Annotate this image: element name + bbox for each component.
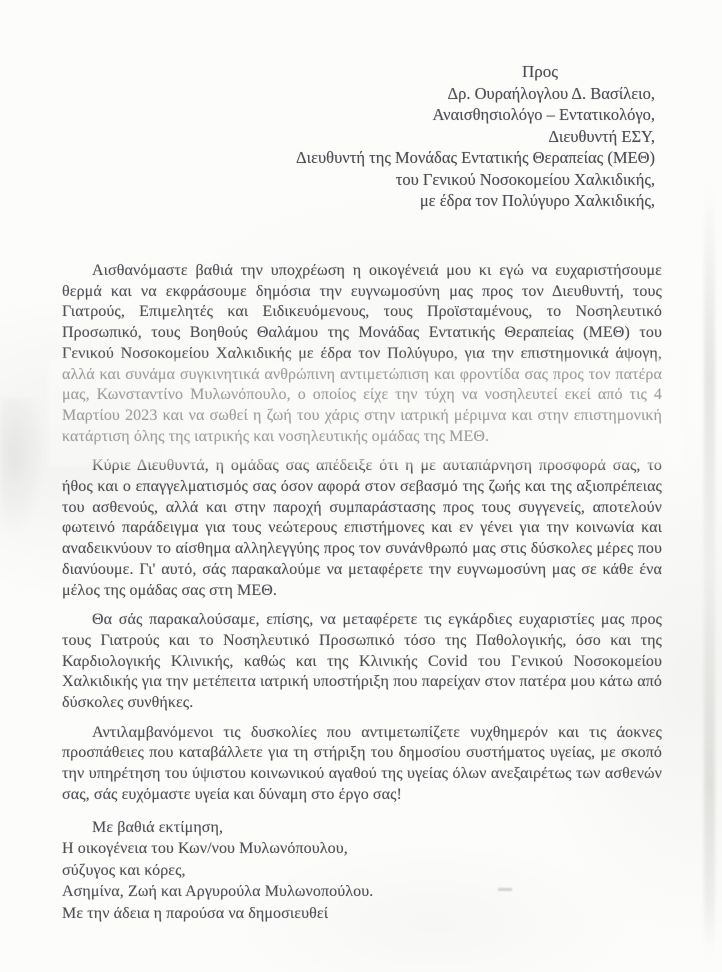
signature-line: Ασημίνα, Ζωή και Αργυρούλα Μυλωνοπούλου. bbox=[62, 883, 374, 901]
scan-streak-artifact bbox=[704, 185, 715, 955]
recipient-block bbox=[296, 61, 655, 212]
recipient-line: Αναισθησιολόγο – Εντατικολόγο, bbox=[432, 105, 655, 124]
letter-paragraph: Αντιλαμβανόμενοι τις δυσκολίες που αντιμετωπίζετε νυχθημερόν και τις άοκνες προσπάθειες που καταβάλλετε για τη στήριξη του δημοσίου συστήματος υγείας, με σκοπό την υπηρέτηση του ύψιστου κοινωνικού αγαθού της υγείας όλων ανεξαιρέτως των ασθενών σας, σάς ευχόμαστε υγεία και δύναμη στο έργο σας! bbox=[62, 723, 662, 803]
letter-paragraph: Θα σάς παρακαλούσαμε, επίσης, να μεταφέρετε τις εγκάρδιες ευχαριστίες μας προς τους Γιατρούς και το Νοσηλευτικό Προσωπικό τόσο της Παθολογικής, όσο και της Καρδιολογικής Κλινικής, καθώς και της Κλινικής Covid του Γενικού Νοσοκομείου Χαλκιδικής για την μετέπειτα ιατρική υποστήριξη που παρείχαν στον πατέρα μου κάτω από δύσκολες συνθήκες. bbox=[62, 611, 662, 712]
recipient-line: Δρ. Ουραήλογλου Δ. Βασίλειο, bbox=[447, 83, 655, 103]
recipient-line: Διευθυντή της Μονάδας Εντατικής Θεραπείας (ΜΕΘ) bbox=[296, 148, 655, 167]
scan-smudge-artifact bbox=[0, 398, 46, 538]
signature-line: Με την άδεια η παρούσα να δημοσιευθεί bbox=[62, 904, 329, 922]
letter-paragraph: Αισθανόμαστε βαθιά την υποχρέωση η οικογένειά μου κι εγώ να ευχαριστήσουμε θερμά και να εκφράσουμε δημόσια την ευγνωμοσύνη μας προς τον Διευθυντή, τους Γιατρούς, Επιμελητές και Ειδικευόμενους, τους Προϊσταμένους, το Νοσηλευτικό Προσωπικό, τους Βοηθούς Θαλάμου της Μονάδας Εντατικής Θεραπείας (ΜΕΘ) του Γενικού Νοσοκομείου Χαλκιδικής με έδρα τον Πολύγυρο, για την επιστημονικά άψογη, αλλά και συνάμα συγκινητικά ανθρώπινη αντιμετώπιση και φροντίδα σας προς τον πατέρα μας, Κωνσταντίνο Μυλωνόπουλο, ο οποίος είχε την τύχη να νοσηλευτεί εκεί από τις 4 Μαρτίου 2023 και να σωθεί η ζωή του χάρις στην ιατρική μέριμνα και στην επιστημονική κατάρτιση όλης της ιατρικής και νοσηλευτικής ομάδας της ΜΕΘ. bbox=[62, 262, 662, 445]
signature-block bbox=[62, 838, 662, 924]
recipient-line: του Γενικού Νοσοκομείου Χαλκιδικής, bbox=[395, 169, 655, 189]
letter-closing: Με βαθιά εκτίμηση, bbox=[92, 818, 224, 836]
recipient-line: Διευθυντή ΕΣΥ, bbox=[548, 126, 655, 146]
signature-line: σύζυγος και κόρες, bbox=[62, 861, 186, 879]
recipient-line: με έδρα τον Πολύγυρο Χαλκιδικής, bbox=[419, 191, 655, 210]
signature-line: Η οικογένεια του Κων/νου Μυλωνόπουλου, bbox=[62, 840, 348, 858]
letter-paragraph: Κύριε Διευθυντά, η ομάδας σας απέδειξε ότι η με αυταπάρνηση προσφορά σας, το ήθος και ο επαγγελματισμός σας όσον αφορά στον σεβασμό της ζωής και της αξιοπρέπειας του ασθενούς, αλλά και στην παροχή συμπαράστασης προς τους συγγενείς, αποτελούν φωτεινό παράδειγμα για τους νεώτερους επιστήμονες και εν γένει για την κοινωνία και αναδεικνύουν το αίσθημα αλληλεγγύης προς τον συνάνθρωπό μας στις δύσκολες μέρες που διανύουμε. Γι' αυτό, σάς παρακαλούμε να μεταφέρετε την ευγνωμοσύνη μας σε κάθε ένα μέλος της ομάδας σας στη ΜΕΘ. bbox=[62, 457, 662, 599]
recipient-salutation: Προς bbox=[522, 62, 558, 81]
letter-body bbox=[62, 261, 662, 924]
